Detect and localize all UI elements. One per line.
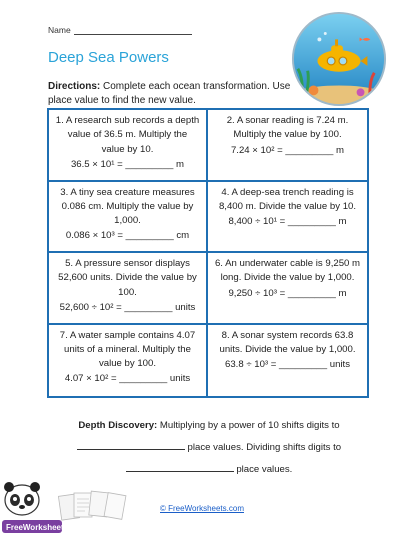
problem-equation[interactable]: 63.8 ÷ 10³ = _________ units bbox=[224, 359, 351, 371]
problem-equation[interactable]: 9,250 ÷ 10³ = _________ m bbox=[228, 287, 347, 299]
problem-text: 5. A pressure sensor displays 52,600 units. Divide the value by 100. bbox=[58, 258, 197, 298]
problem-cell bbox=[49, 182, 208, 254]
page-title: Deep Sea Powers bbox=[48, 49, 169, 66]
problem-cell bbox=[49, 110, 208, 182]
problem-text: 1. A research sub records a depth value of 36.5 m. Multiply the value by 10. bbox=[55, 115, 200, 155]
problem-text: 6. An underwater cable is 9,250 m long. Divide the value by 1,000. bbox=[214, 258, 361, 284]
problem-cell bbox=[208, 110, 367, 182]
problem-equation[interactable]: 0.086 × 10³ = _________ cm bbox=[65, 230, 190, 242]
discovery-blank-1[interactable] bbox=[77, 439, 185, 450]
directions-text: Complete each ocean transformation. Use place value to find the new value. bbox=[48, 81, 291, 106]
discovery-blank-2[interactable] bbox=[126, 461, 234, 472]
problem-cell bbox=[208, 325, 367, 397]
logo-text: FreeWorksheets.com bbox=[6, 523, 87, 532]
name-label: Name bbox=[48, 25, 71, 35]
worksheet-stack-icon bbox=[58, 487, 132, 529]
discovery-text-1: Multiplying by a power of 10 shifts digits to bbox=[159, 420, 340, 431]
submarine-scene-icon bbox=[290, 10, 388, 108]
name-row bbox=[48, 25, 192, 35]
depth-discovery bbox=[48, 415, 370, 481]
problem-equation[interactable]: 4.07 × 10² = _________ units bbox=[64, 373, 191, 385]
name-field[interactable] bbox=[74, 26, 192, 35]
problem-text: 7. A water sample contains 4.07 units of a mineral. Multiply the value by 100. bbox=[59, 329, 196, 370]
directions-label: Directions: bbox=[48, 81, 101, 92]
problem-equation[interactable]: 7.24 × 10² = _________ m bbox=[230, 144, 345, 156]
problem-equation[interactable]: 36.5 × 10¹ = _________ m bbox=[70, 158, 185, 170]
problem-cell bbox=[208, 182, 367, 254]
problem-cell bbox=[49, 325, 208, 397]
footer-link[interactable]: © FreeWorksheets.com bbox=[160, 504, 244, 513]
problem-equation[interactable]: 52,600 ÷ 10² = _________ units bbox=[59, 301, 196, 313]
directions bbox=[48, 80, 298, 108]
discovery-label: Depth Discovery: bbox=[78, 420, 158, 431]
problem-text: 8. A sonar system records 63.8 units. Divide the value by 1,000. bbox=[219, 329, 356, 355]
problem-cell bbox=[208, 253, 367, 325]
problem-text: 3. A tiny sea creature measures 0.086 cm. Multiply the value by 1,000. bbox=[60, 186, 195, 227]
discovery-text-3: place values. bbox=[236, 464, 293, 475]
problem-text: 4. A deep-sea trench reading is 8,400 m. Divide the value by 10. bbox=[218, 186, 357, 212]
problem-equation[interactable]: 8,400 ÷ 10¹ = _________ m bbox=[228, 216, 347, 228]
problem-text: 2. A sonar reading is 7.24 m. Multiply the value by 100. bbox=[226, 115, 349, 141]
problem-cell bbox=[49, 253, 208, 325]
discovery-text-2: place values. Dividing shifts digits to bbox=[187, 442, 342, 453]
problem-grid bbox=[47, 108, 369, 398]
